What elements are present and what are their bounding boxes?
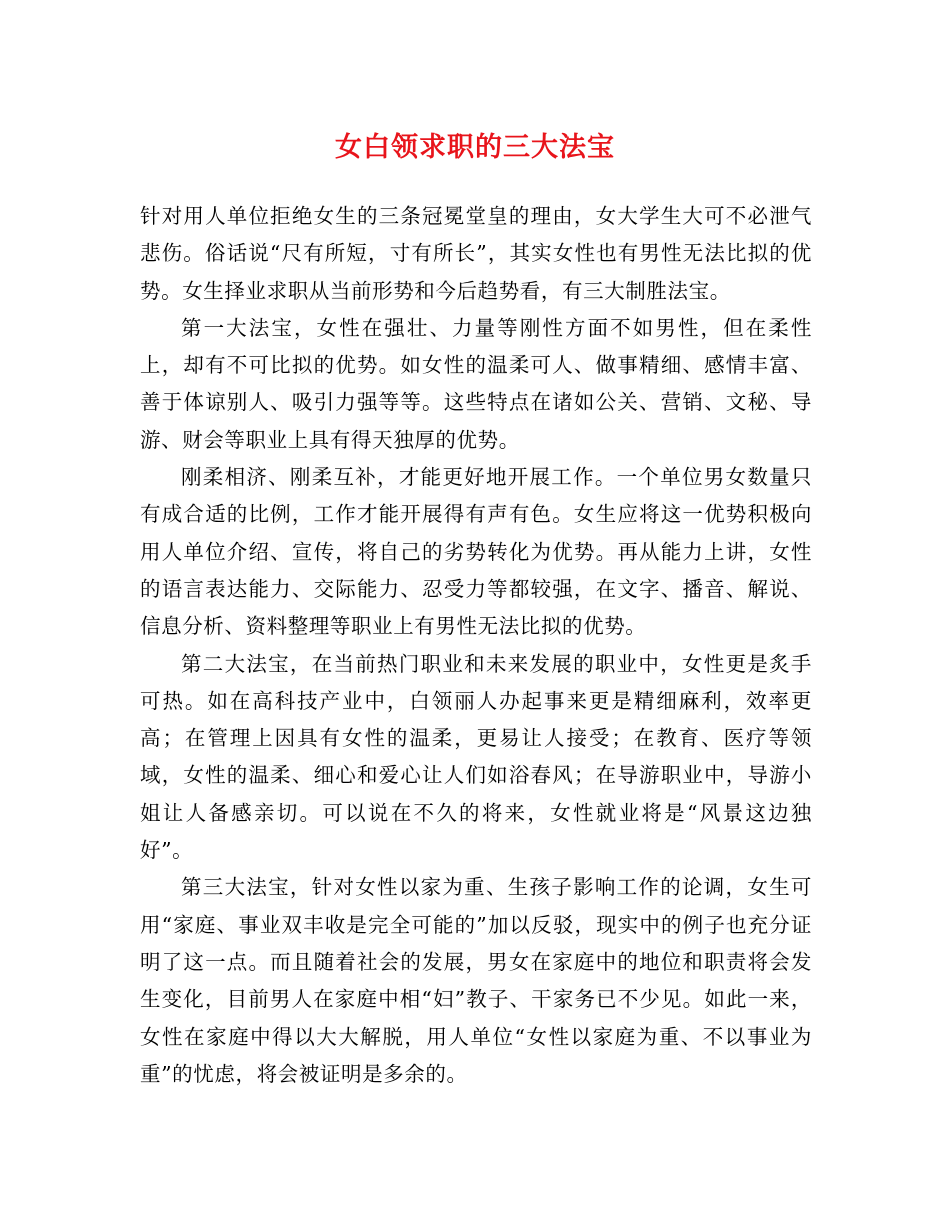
paragraph-second-treasure: 第二大法宝，在当前热门职业和未来发展的职业中，女性更是炙手可热。如在高科技产业中，白领丽人办起事来更是精细麻利，效率更高；在管理上因具有女性的温柔，更易让人接受；在教育、医疗等领域，女性的温柔、细心和爱心让人们如浴春风；在导游职业中，导游小姐让人备感亲切。可以说在不久的将来，女性就业将是“风景这边独好”。 (140, 651, 812, 863)
paragraph-third-treasure: 第三大法宝，针对女性以家为重、生孩子影响工作的论调，女生可用“家庭、事业双丰收是完全可能的”加以反驳，现实中的例子也充分证明了这一点。而且随着社会的发展，男女在家庭中的地位和职责将会发生变化，目前男人在家庭中相“妇”教子、干家务已不少见。如此一来，女性在家庭中得以大大解脱，用人单位“女性以家庭为重、不以事业为重”的忧虑，将会被证明是多余的。 (140, 875, 812, 1086)
document-body (140, 198, 812, 1093)
document-title: 女白领求职的三大法宝 (335, 132, 615, 163)
paragraph-intro: 针对用人单位拒绝女生的三条冠冕堂皇的理由，女大学生大可不必泄气悲伤。俗话说“尺有所短，寸有所长”，其实女性也有男性无法比拟的优势。女生择业求职从当前形势和今后趋势看，有三大制胜法宝。 (140, 204, 812, 303)
paragraph-first-treasure: 第一大法宝，女性在强壮、力量等刚性方面不如男性，但在柔性上，却有不可比拟的优势。如女性的温柔可人、做事精细、感情丰富、善于体谅别人、吸引力强等等。这些特点在诸如公关、营销、文秘、导游、财会等职业上具有得天独厚的优势。 (140, 315, 812, 452)
paragraph-complement: 刚柔相济、刚柔互补，才能更好地开展工作。一个单位男女数量只有成合适的比例，工作才能开展得有声有色。女生应将这一优势积极向用人单位介绍、宣传，将自己的劣势转化为优势。再从能力上讲，女性的语言表达能力、交际能力、忍受力等都较强，在文字、播音、解说、信息分析、资料整理等职业上有男性无法比拟的优势。 (140, 465, 812, 639)
